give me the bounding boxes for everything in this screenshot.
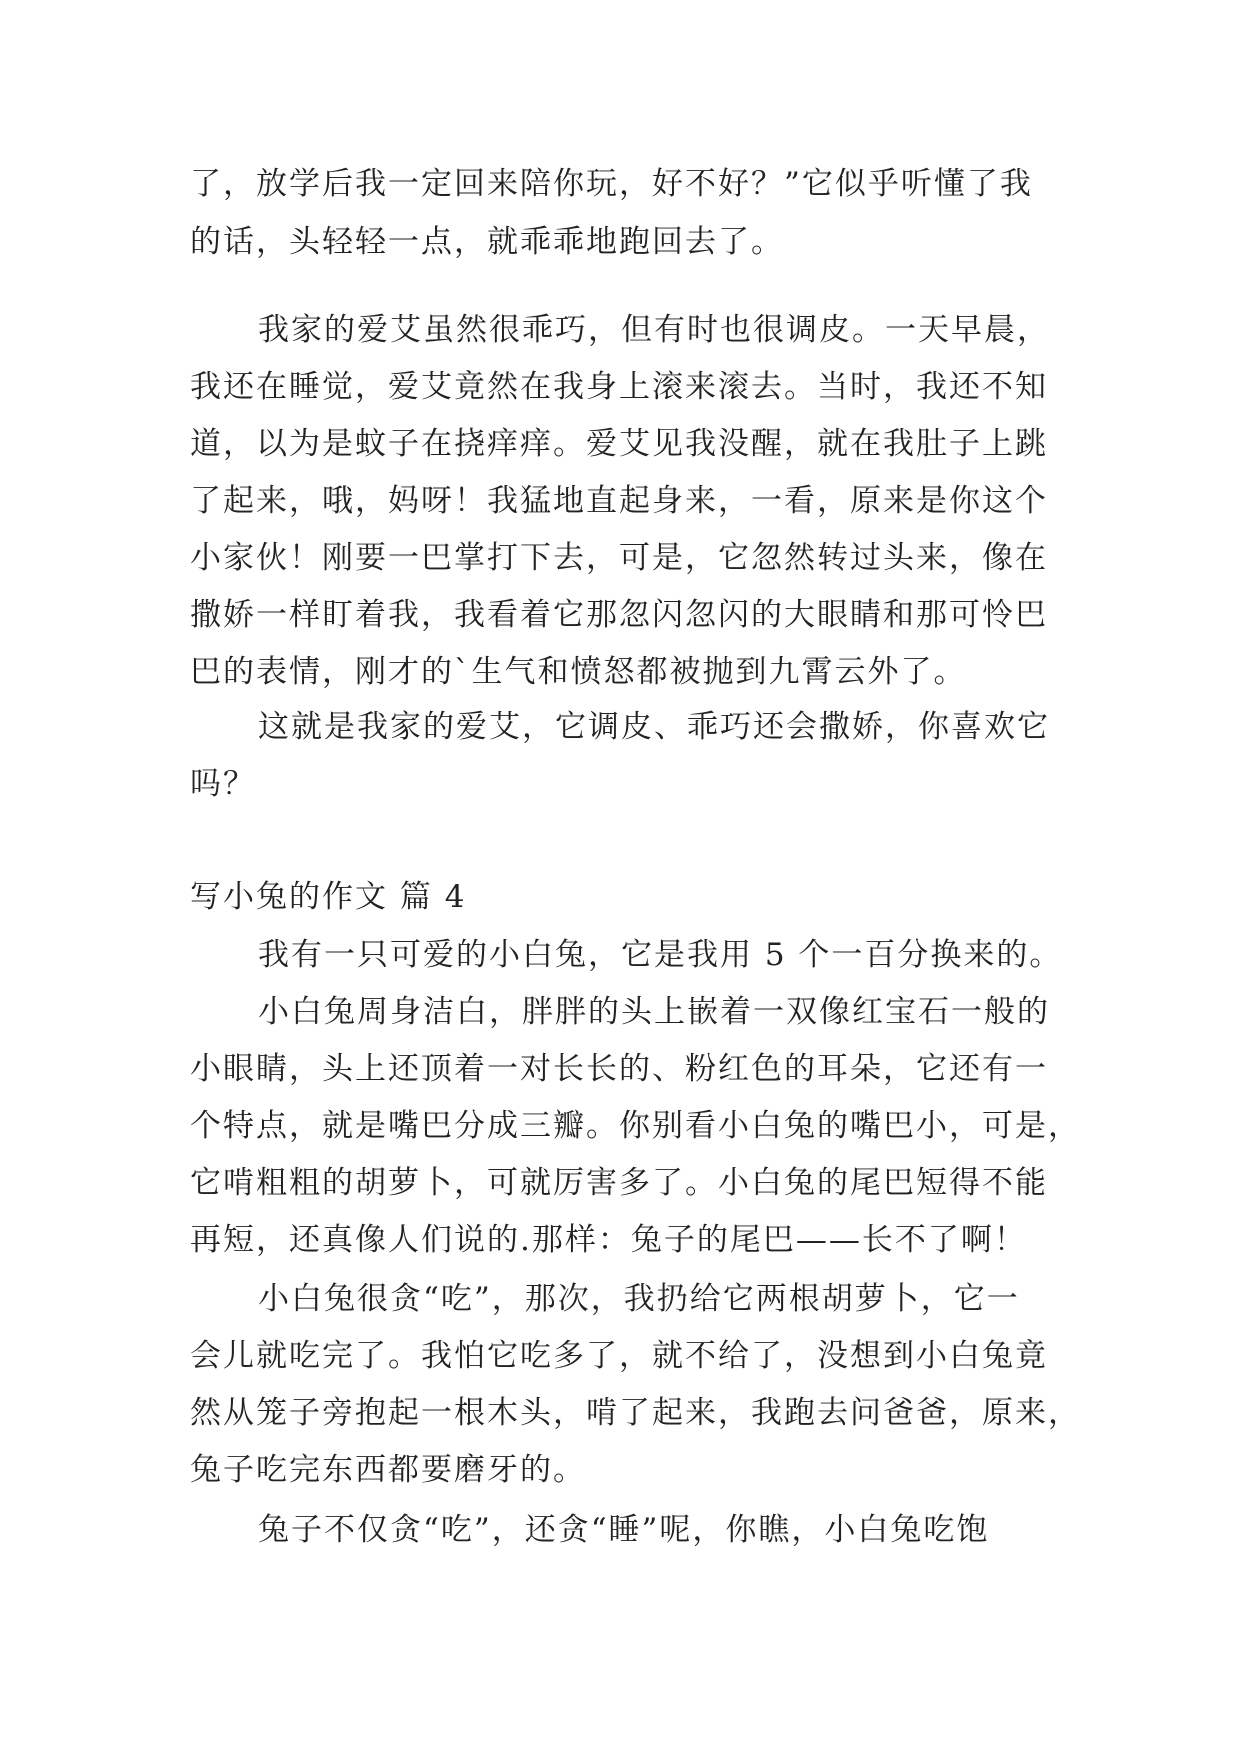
text-line: 了起来，哦，妈呀！我猛地直起身来，一看，原来是你这个 <box>190 483 1048 519</box>
text-line: 撒娇一样盯着我，我看着它那忽闪忽闪的大眼睛和那可怜巴 <box>190 597 1048 633</box>
paragraph-start: 小白兔周身洁白，胖胖的头上嵌着一双像红宝石一般的 <box>258 994 1050 1030</box>
paragraph-start: 我有一只可爱的小白兔，它是我用 5 个一百分换来的。 <box>258 937 1063 973</box>
text-line: 了，放学后我一定回来陪你玩，好不好？”它似乎听懂了我 <box>190 166 1033 202</box>
text-line: 兔子吃完东西都要磨牙的。 <box>190 1452 586 1488</box>
paragraph-start: 兔子不仅贪“吃”，还贪“睡”呢，你瞧，小白兔吃饱 <box>258 1512 990 1548</box>
text-line: 巴的表情，刚才的`生气和愤怒都被抛到九霄云外了。 <box>190 654 967 690</box>
text-line: 小眼睛，头上还顶着一对长长的、粉红色的耳朵，它还有一 <box>190 1051 1048 1087</box>
paragraph-start: 这就是我家的爱艾，它调皮、乖巧还会撒娇，你喜欢它 <box>258 709 1050 745</box>
paragraph-start: 我家的爱艾虽然很乖巧，但有时也很调皮。一天早晨， <box>258 312 1050 348</box>
text-line: 然从笼子旁抱起一根木头，啃了起来，我跑去问爸爸，原来， <box>190 1395 1081 1431</box>
paragraph-start: 小白兔很贪“吃”，那次，我扔给它两根胡萝卜，它一 <box>258 1281 1020 1317</box>
text-line: 小家伙！刚要一巴掌打下去，可是，它忽然转过头来，像在 <box>190 540 1048 576</box>
section-title: 写小兔的作文 篇 4 <box>190 879 467 915</box>
text-line: 我还在睡觉，爱艾竟然在我身上滚来滚去。当时，我还不知 <box>190 369 1048 405</box>
text-line: 吗？ <box>190 766 256 802</box>
text-line: 的话，头轻轻一点，就乖乖地跑回去了。 <box>190 224 784 260</box>
text-line: 再短，还真像人们说的.那样：兔子的尾巴——长不了啊！ <box>190 1222 1027 1258</box>
text-line: 道，以为是蚊子在挠痒痒。爱艾见我没醒，就在我肚子上跳 <box>190 426 1048 462</box>
text-line: 它啃粗粗的胡萝卜，可就厉害多了。小白兔的尾巴短得不能 <box>190 1165 1048 1201</box>
text-line: 个特点，就是嘴巴分成三瓣。你别看小白兔的嘴巴小，可是， <box>190 1108 1081 1144</box>
text-line: 会儿就吃完了。我怕它吃多了，就不给了，没想到小白兔竟 <box>190 1338 1048 1374</box>
